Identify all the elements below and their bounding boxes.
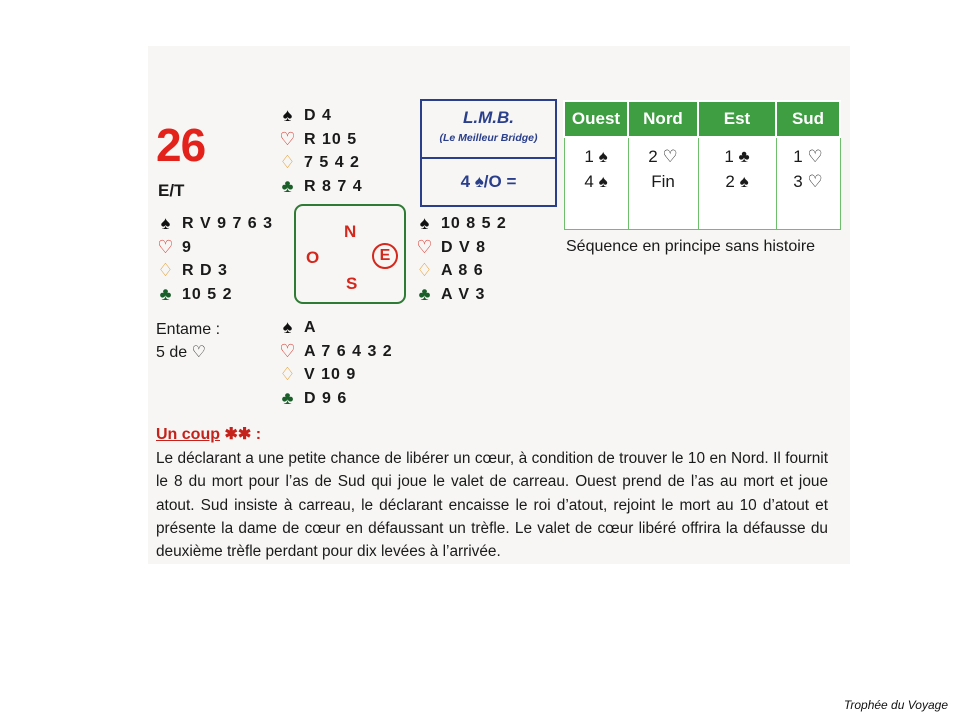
opening-lead-label: Entame : <box>156 321 221 338</box>
commentary-text: Le déclarant a une petite chance de libérer un cœur, à condition de trouver le 10 en Nord. Il fournit le 8 du mort pour l’as de Sud qui joue le valet de carreau. Ouest prend de l’as au mort et joue atout. Sud insiste à carreau, le déclarant encaisse le roi d’atout, rejoint le mort au 10 d’atout et présente la dame de cœur en défaussant un trèfle. Le valet de cœur libéré offrira la défausse du deuxième trèfle perdant pour dix levées à l’arrivée. <box>156 450 828 561</box>
diamond-icon: ♢ <box>416 260 434 280</box>
commentary-colon: : <box>255 426 262 443</box>
north-clubs: R 8 7 4 <box>304 177 363 195</box>
compass-south: S <box>346 274 358 293</box>
south-hand <box>278 316 393 410</box>
diamond-icon: ♢ <box>279 152 297 172</box>
diamond-icon: ♢ <box>279 364 297 384</box>
bid-header-west: Ouest <box>564 101 628 137</box>
heart-icon: ♡ <box>416 236 434 257</box>
north-hand <box>278 104 363 198</box>
bid-header-south: Sud <box>776 101 840 137</box>
club-icon: ♣ <box>418 283 432 304</box>
south-diamonds: V 10 9 <box>304 366 357 383</box>
bid-cell: 2 ♠ <box>725 172 749 191</box>
spade-icon: ♠ <box>282 317 294 337</box>
spade-icon: ♠ <box>282 105 294 125</box>
bidding-note: Séquence en principe sans histoire <box>566 238 816 255</box>
bid-cell: 1 ♠ <box>584 147 608 166</box>
dealer-vulnerability: E/T <box>158 181 185 200</box>
compass-east-declarer: E <box>372 243 398 269</box>
south-clubs: D 9 6 <box>304 389 348 407</box>
west-clubs: 10 5 2 <box>182 285 233 303</box>
bid-column-north <box>628 137 698 230</box>
west-diamonds: R D 3 <box>182 262 228 279</box>
bid-cell: 2 ♡ <box>648 147 678 166</box>
south-hearts: A 7 6 4 3 2 <box>304 342 393 360</box>
spade-icon: ♠ <box>160 213 172 233</box>
west-hand <box>156 212 273 306</box>
heart-icon: ♡ <box>279 128 297 149</box>
diamond-icon: ♢ <box>157 260 175 280</box>
commentary-heading-label: Un coup <box>156 426 220 443</box>
compass-west: O <box>306 248 320 267</box>
commentary-heading <box>156 424 261 444</box>
footer-caption: Trophée du Voyage <box>843 698 948 712</box>
club-icon: ♣ <box>281 387 295 408</box>
bidding-table <box>563 100 841 230</box>
lmb-subtitle: (Le Meilleur Bridge) <box>439 132 538 144</box>
north-hearts: R 10 5 <box>304 130 358 148</box>
west-spades: R V 9 7 6 3 <box>182 215 274 232</box>
east-hearts: D V 8 <box>441 238 487 256</box>
spade-icon: ♠ <box>419 213 431 233</box>
bid-cell: 1 ♡ <box>793 147 823 166</box>
lmb-box <box>420 99 557 207</box>
heart-icon: ♡ <box>157 236 175 257</box>
heart-icon: ♡ <box>279 340 297 361</box>
east-hand <box>415 212 507 306</box>
lmb-contract: 4 ♠/O = <box>460 172 517 191</box>
east-spades: 10 8 5 2 <box>441 215 507 232</box>
club-icon: ♣ <box>281 175 295 196</box>
opening-lead <box>156 318 220 364</box>
bid-cell: Fin <box>651 172 675 191</box>
east-diamonds: A 8 6 <box>441 262 484 279</box>
east-clubs: A V 3 <box>441 285 486 303</box>
club-icon: ♣ <box>159 283 173 304</box>
bid-column-east <box>698 137 776 230</box>
west-hearts: 9 <box>182 238 192 256</box>
bid-cell: 4 ♠ <box>584 172 608 191</box>
difficulty-stars: ✱✱ <box>224 426 252 443</box>
deal-number: 26 <box>156 119 206 171</box>
bid-cell: 3 ♡ <box>793 172 823 191</box>
south-spades: A <box>304 319 317 336</box>
bid-column-south <box>776 137 840 230</box>
north-diamonds: 7 5 4 2 <box>304 154 360 171</box>
bid-header-east: Est <box>698 101 776 137</box>
opening-lead-value: 5 de ♡ <box>156 344 206 361</box>
compass-north: N <box>344 222 357 241</box>
lmb-title: L.M.B. <box>463 108 514 127</box>
bid-column-west <box>564 137 628 230</box>
bid-cell: 1 ♣ <box>724 147 750 166</box>
compass-box <box>294 204 406 304</box>
north-spades: D 4 <box>304 107 332 124</box>
bid-header-north: Nord <box>628 101 698 137</box>
